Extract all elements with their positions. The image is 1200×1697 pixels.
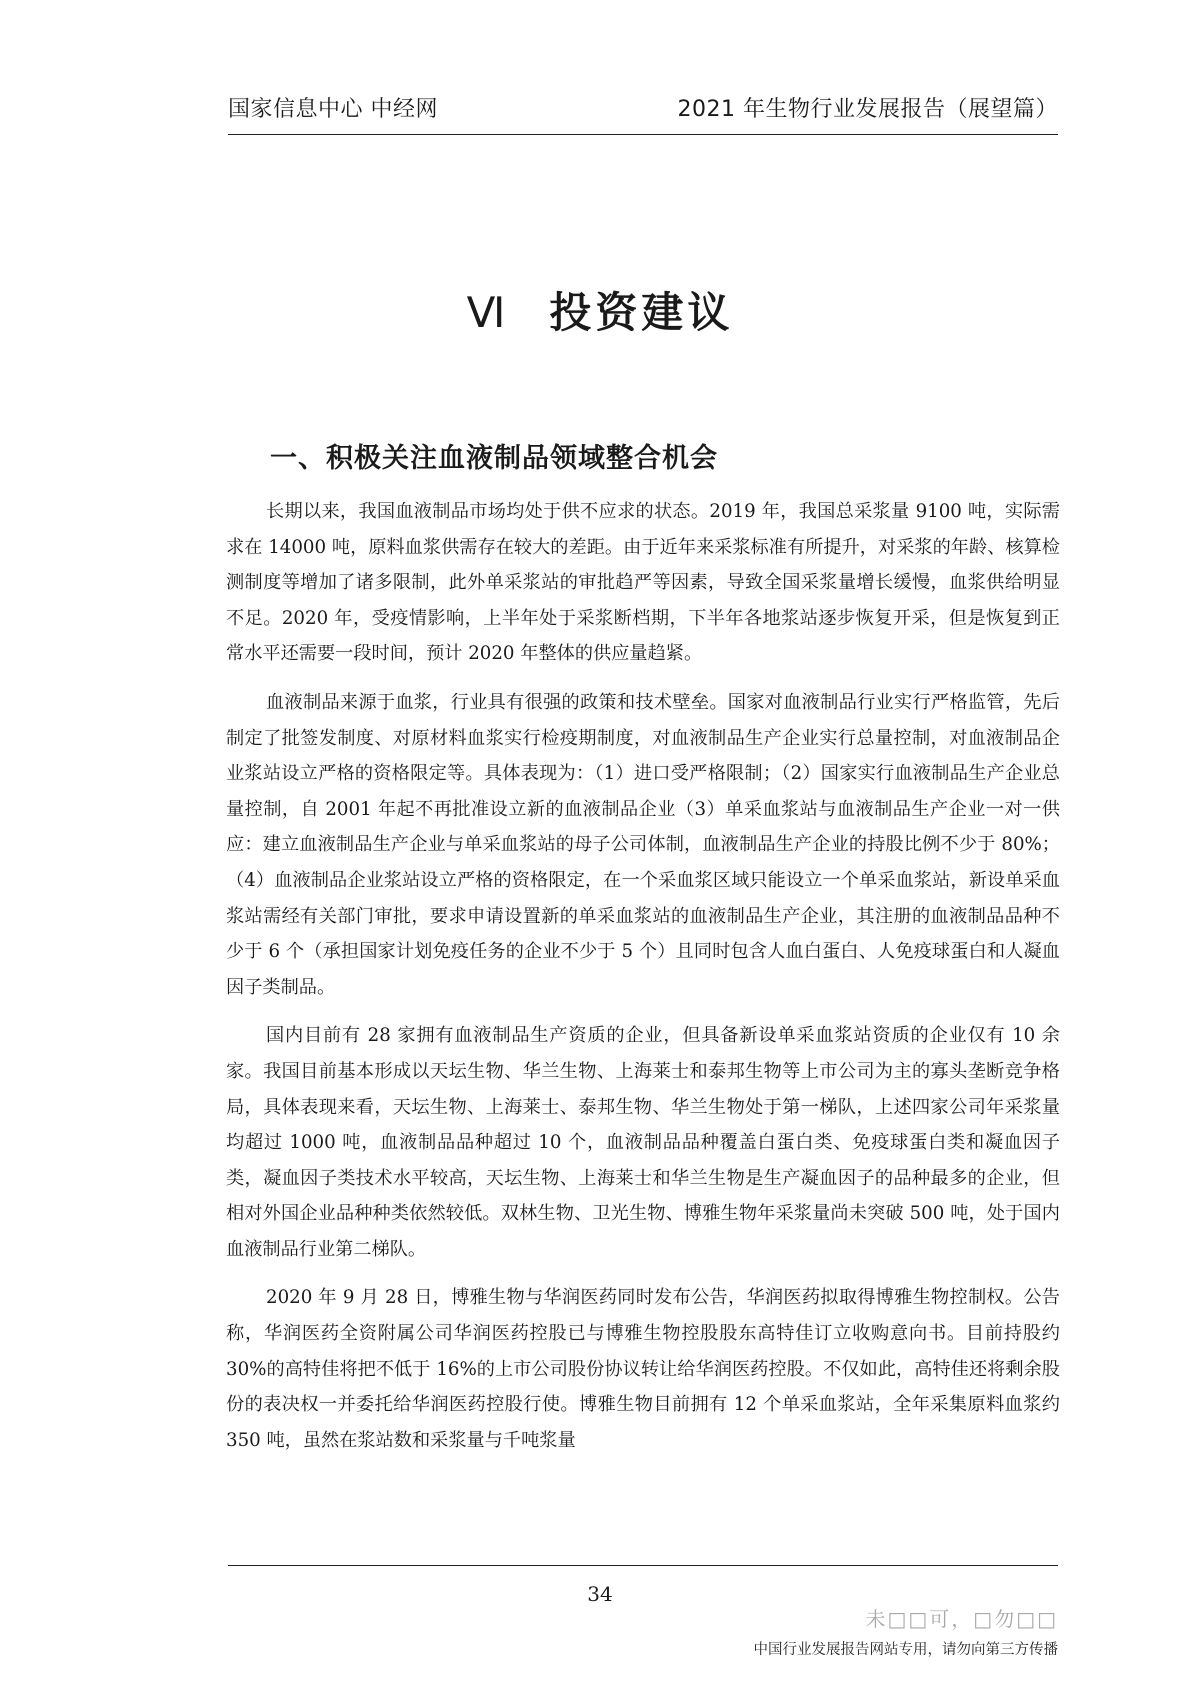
paragraph: 2020 年 9 月 28 日，博雅生物与华润医药同时发布公告，华润医药拟取得博雅生物控制权。公告称，华润医药全资附属公司华润医药控股已与博雅生物控股股东高特佳订立收购意向书。目前持股约 30%的高特佳将把不低于 16%的上市公司股份协议转让给华润医药控股。不仅如此，高特佳还将剩余股份的表决权一并委托给华润医药控股行使。博雅生物目前拥有 12 个单采血浆站，全年采集原料血浆约 350 吨，虽然在浆站数和采浆量与千吨浆量 [226, 1287, 1060, 1451]
chapter-title-text: 投资建议 [549, 288, 734, 337]
header-publisher: 国家信息中心 中经网 [228, 97, 438, 122]
footer-divider [228, 1565, 1058, 1566]
paragraph: 国内目前有 28 家拥有血液制品生产资质的企业，但具备新设单采血浆站资质的企业仅有 10 余家。我国目前基本形成以天坛生物、华兰生物、上海莱士和泰邦生物等上市公司为主的寡头垄断竞争格局，具体表现来看，天坛生物、上海莱士、泰邦生物、华兰生物处于第一梯队，上述四家公司年采浆量均超过 1000 吨，血液制品品种超过 10 个，血液制品品种覆盖白蛋白类、免疫球蛋白类和凝血因子类，凝血因子类技术水平较高，天坛生物、上海莱士和华兰生物是生产凝血因子的品种最多的企业，但相对外国企业品种种类依然较低。双林生物、卫光生物、博雅生物年采浆量尚未突破 500 吨，处于国内血液制品行业第二梯队。 [226, 1025, 1060, 1260]
page-number: 34 [587, 1582, 613, 1606]
distribution-note: 中国行业发展报告网站专用，请勿向第三方传播 [753, 1642, 1058, 1658]
body-text [226, 494, 1060, 1471]
paragraph: 长期以来，我国血液制品市场均处于供不应求的状态。2019 年，我国总采浆量 9100 吨，实际需求在 14000 吨，原料血浆供需存在较大的差距。由于近年来采浆标准有所提升，对采浆的年龄、核算检测制度等增加了诸多限制，此外单采浆站的审批趋严等因素，导致全国采浆量增长缓慢，血浆供给明显不足。2020 年，受疫情影响，上半年处于采浆断档期，下半年各地浆站逐步恢复开采，但是恢复到正常水平还需要一段时间，预计 2020 年整体的供应量趋紧。 [226, 501, 1060, 665]
chapter-numeral: Ⅵ [466, 288, 506, 337]
chapter-title [0, 280, 1200, 340]
faint-watermark: 未□□可，□勿□□ [865, 1607, 1058, 1631]
header-report-title: 2021 年生物行业发展报告（展望篇） [677, 97, 1058, 122]
page-header [228, 92, 1058, 128]
section-title: 一、积极关注血液制品领域整合机会 [270, 443, 718, 474]
header-divider [228, 134, 1058, 135]
paragraph: 血液制品来源于血浆，行业具有很强的政策和技术壁垒。国家对血液制品行业实行严格监管，先后制定了批签发制度、对原材料血浆实行检疫期制度，对血液制品生产企业实行总量控制，对血液制品企业浆站设立严格的资格限定等。具体表现为：（1）进口受严格限制；（2）国家实行血液制品生产企业总量控制，自 2001 年起不再批准设立新的血液制品企业（3）单采血浆站与血液制品生产企业一对一供应：建立血液制品生产企业与单采血浆站的母子公司体制，血液制品生产企业的持股比例不少于 80%；（4）血液制品企业浆站设立严格的资格限定，在一个采血浆区域只能设立一个单采血浆站，新设单采血浆站需经有关部门审批，要求申请设置新的单采血浆站的血液制品生产企业，其注册的血液制品品种不少于 6 个（承担国家计划免疫任务的企业不少于 5 个）且同时包含人血白蛋白、人免疫球蛋白和人凝血因子类制品。 [226, 691, 1060, 998]
